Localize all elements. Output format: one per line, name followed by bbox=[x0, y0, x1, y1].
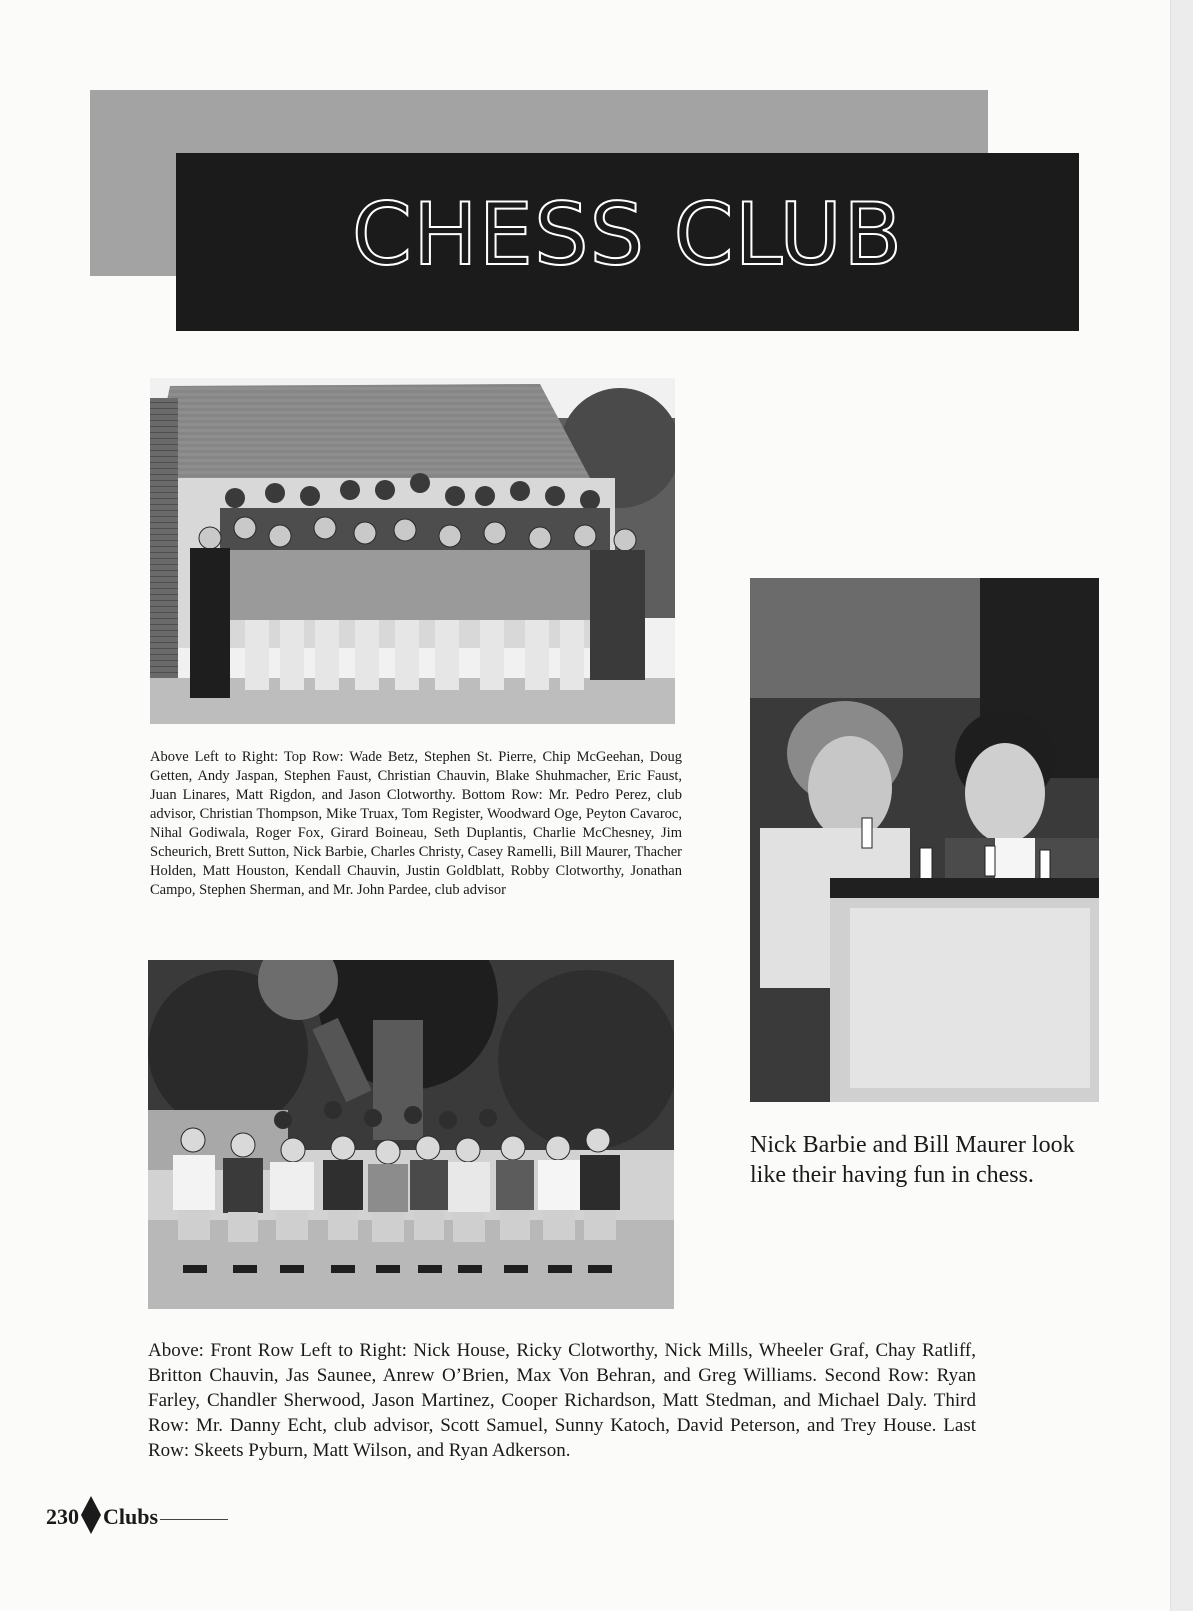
page-edge bbox=[1170, 0, 1193, 1611]
caption-group-photo-building: Above Left to Right: Top Row: Wade Betz, Stephen St. Pierre, Chip McGeehan, Doug Getten, Andy Jaspan, Stephen Faust, Christian Chauvin, Blake Shuhmacher, Eric Faust, Juan Linares, Matt Rigdon, and Jason Clotworthy. Bottom Row: Mr. Pedro Perez, club advisor, Christian Thompson, Mike Truax, Tom Register, Woodward Oge, Peyton Cavaroc, Nihal Godiwala, Roger Fox, Girard Boineau, Seth Duplantis, Charlie McChesney, Jim Scheurich, Brett Sutton, Nick Barbie, Charles Christy, Casey Ramelli, Bill Maurer, Thacher Holden, Matt Houston, Kendall Chauvin, Justin Goldblatt, Robby Clotworthy, Jonathan Campo, Stephen Sherman, and Mr. John Pardee, club advisor bbox=[150, 749, 682, 898]
diamond-icon bbox=[81, 1496, 101, 1539]
footer-rule bbox=[160, 1519, 228, 1520]
caption-group-photo-tree: Above: Front Row Left to Right: Nick House, Ricky Clotworthy, Nick Mills, Wheeler Graf, Chay Ratliff, Britton Chauvin, Jas Saunee, Anrew O’Brien, Max Von Behran, and Greg Williams. Second Row: Ryan Farley, Chandler Sherwood, Jason Martinez, Cooper Richardson, Matt Stedman, and Michael Daly. Third Row: Mr. Danny Echt, club advisor, Scott Samuel, Sunny Katoch, David Peterson, and Trey House. Last Row: Skeets Pyburn, Matt Wilson, and Ryan Adkerson. bbox=[148, 1340, 976, 1461]
page-title: CHESS CLUB bbox=[351, 185, 904, 285]
two-students-photo-image bbox=[750, 578, 1099, 1102]
group-photo-building bbox=[150, 378, 675, 724]
group-photo-tree-image bbox=[148, 960, 674, 1309]
group-photo-building-image bbox=[150, 378, 675, 724]
section-name: Clubs bbox=[103, 1504, 159, 1529]
caption-two-students: Nick Barbie and Bill Maurer look like their having fun in chess. bbox=[750, 1132, 1075, 1188]
page-footer bbox=[46, 1497, 228, 1537]
two-students-photo bbox=[750, 578, 1099, 1102]
page-number: 230 bbox=[46, 1504, 79, 1529]
group-photo-tree bbox=[148, 960, 674, 1309]
